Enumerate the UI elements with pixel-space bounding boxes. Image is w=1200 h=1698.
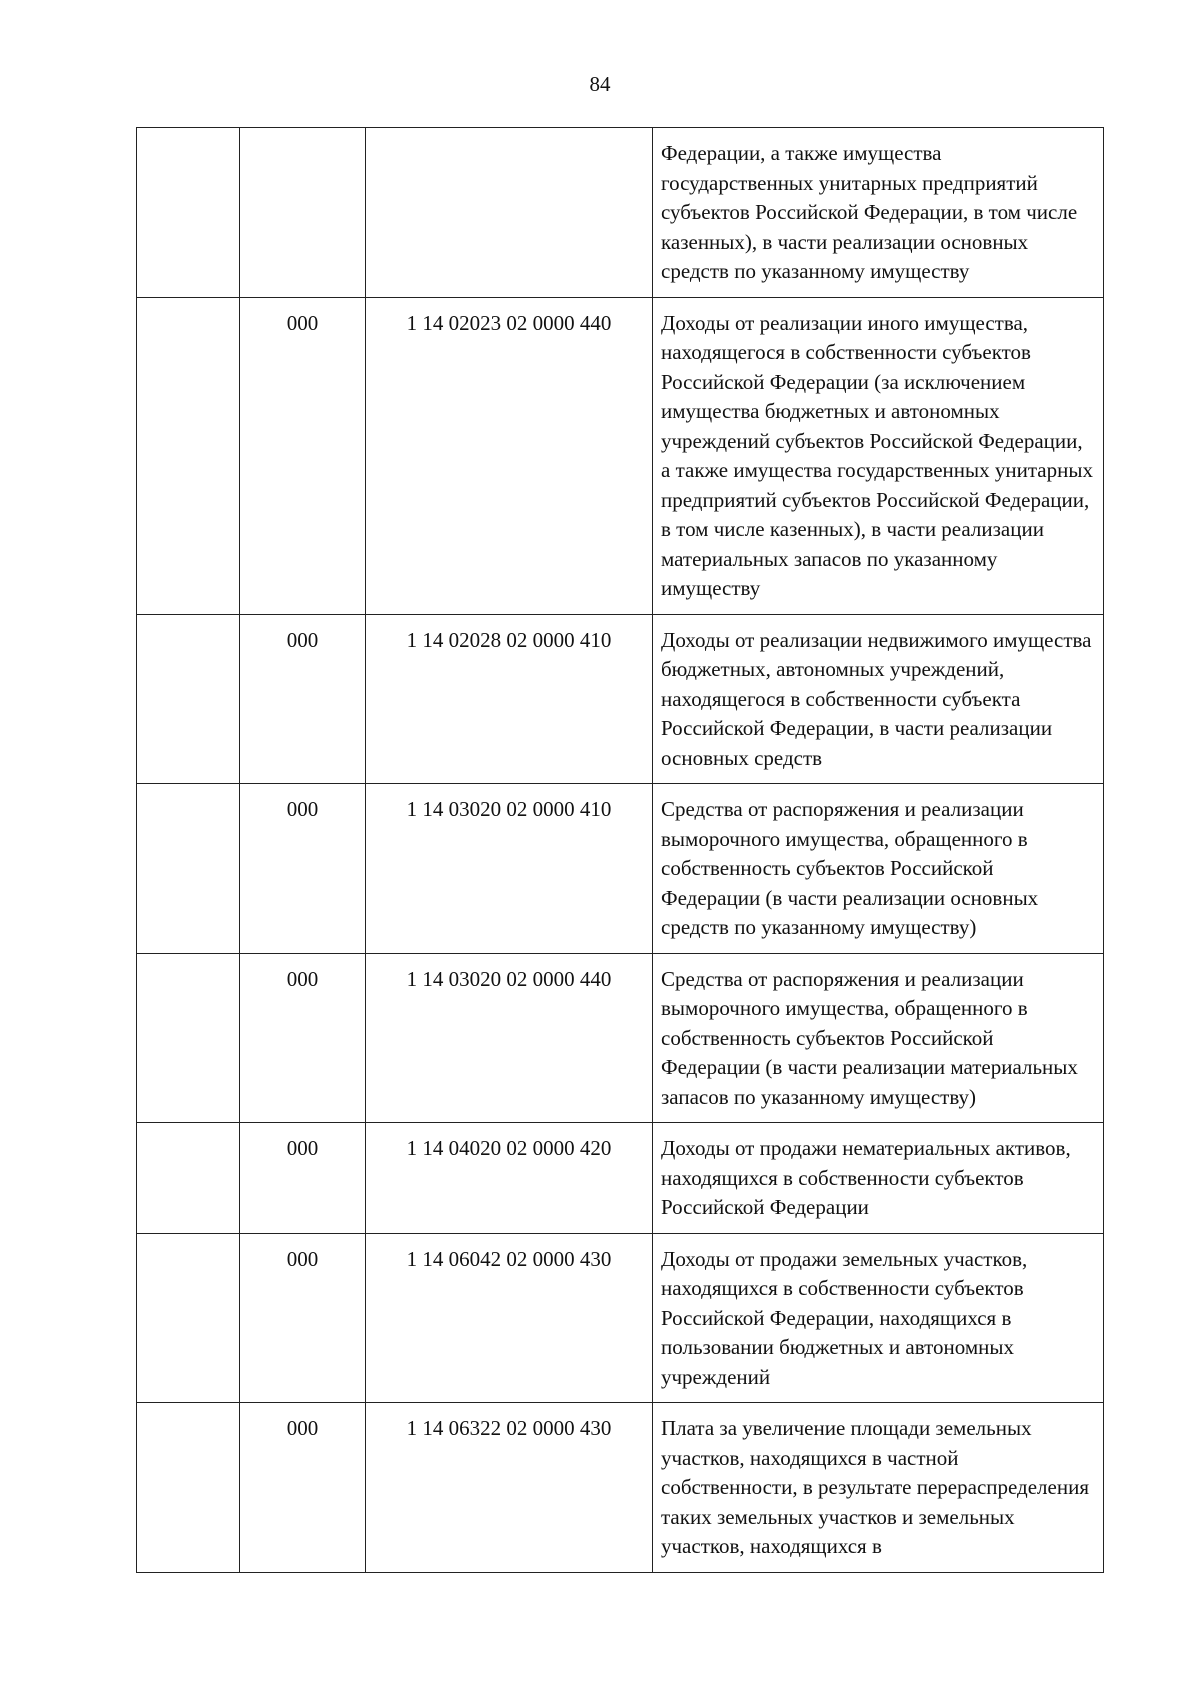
table-row [137,128,1104,298]
table-cell-empty [240,128,366,298]
description-cell: Средства от распоряжения и реализации выморочного имущества, обращенного в собственность субъектов Российской Федерации (в части реализации основных средств по указанному имуществу) [653,784,1104,954]
admin-code-cell: 000 [240,614,366,784]
income-code-cell: 1 14 02028 02 0000 410 [366,614,653,784]
description-cell: Федерации, а также имущества государственных унитарных предприятий субъектов Российской Федерации, в том числе казенных), в части реализации основных средств по указанному имуществу [653,128,1104,298]
table-cell-empty [137,1403,240,1573]
table-row [137,953,1104,1123]
admin-code-cell: 000 [240,1403,366,1573]
table-cell-empty [137,1233,240,1403]
income-code-cell: 1 14 03020 02 0000 440 [366,953,653,1123]
income-code-cell: 1 14 06322 02 0000 430 [366,1403,653,1573]
admin-code-cell: 000 [240,784,366,954]
table-row [137,784,1104,954]
table-row [137,614,1104,784]
table-cell-empty [137,953,240,1123]
table-cell-empty [137,784,240,954]
description-cell: Доходы от реализации иного имущества, находящегося в собственности субъектов Российской Федерации (за исключением имущества бюджетных и автономных учреждений субъектов Российской Федерации, а также имущества государственных унитарных предприятий субъектов Российской Федерации, в том числе казенных), в части реализации материальных запасов по указанному имуществу [653,297,1104,614]
table-row [137,297,1104,614]
table-cell-empty [366,128,653,298]
table-cell-empty [137,1123,240,1234]
income-codes-table [136,127,1104,1573]
table-cell-empty [137,128,240,298]
table-row [137,1233,1104,1403]
description-cell: Средства от распоряжения и реализации выморочного имущества, обращенного в собственность субъектов Российской Федерации (в части реализации материальных запасов по указанному имуществу) [653,953,1104,1123]
admin-code-cell: 000 [240,1233,366,1403]
table-row [137,1123,1104,1234]
admin-code-cell: 000 [240,297,366,614]
description-cell: Доходы от реализации недвижимого имущества бюджетных, автономных учреждений, находящегося в собственности субъекта Российской Федерации, в части реализации основных средств [653,614,1104,784]
table-cell-empty [137,297,240,614]
table-row [137,1403,1104,1573]
income-code-cell: 1 14 04020 02 0000 420 [366,1123,653,1234]
income-code-cell: 1 14 06042 02 0000 430 [366,1233,653,1403]
admin-code-cell: 000 [240,1123,366,1234]
income-code-cell: 1 14 03020 02 0000 410 [366,784,653,954]
admin-code-cell: 000 [240,953,366,1123]
description-cell: Плата за увеличение площади земельных участков, находящихся в частной собственности, в результате перераспределения таких земельных участков и земельных участков, находящихся в [653,1403,1104,1573]
page-number: 84 [589,72,611,96]
table-cell-empty [137,614,240,784]
income-code-cell: 1 14 02023 02 0000 440 [366,297,653,614]
description-cell: Доходы от продажи земельных участков, находящихся в собственности субъектов Российской Федерации, находящихся в пользовании бюджетных и автономных учреждений [653,1233,1104,1403]
description-cell: Доходы от продажи нематериальных активов, находящихся в собственности субъектов Российской Федерации [653,1123,1104,1234]
